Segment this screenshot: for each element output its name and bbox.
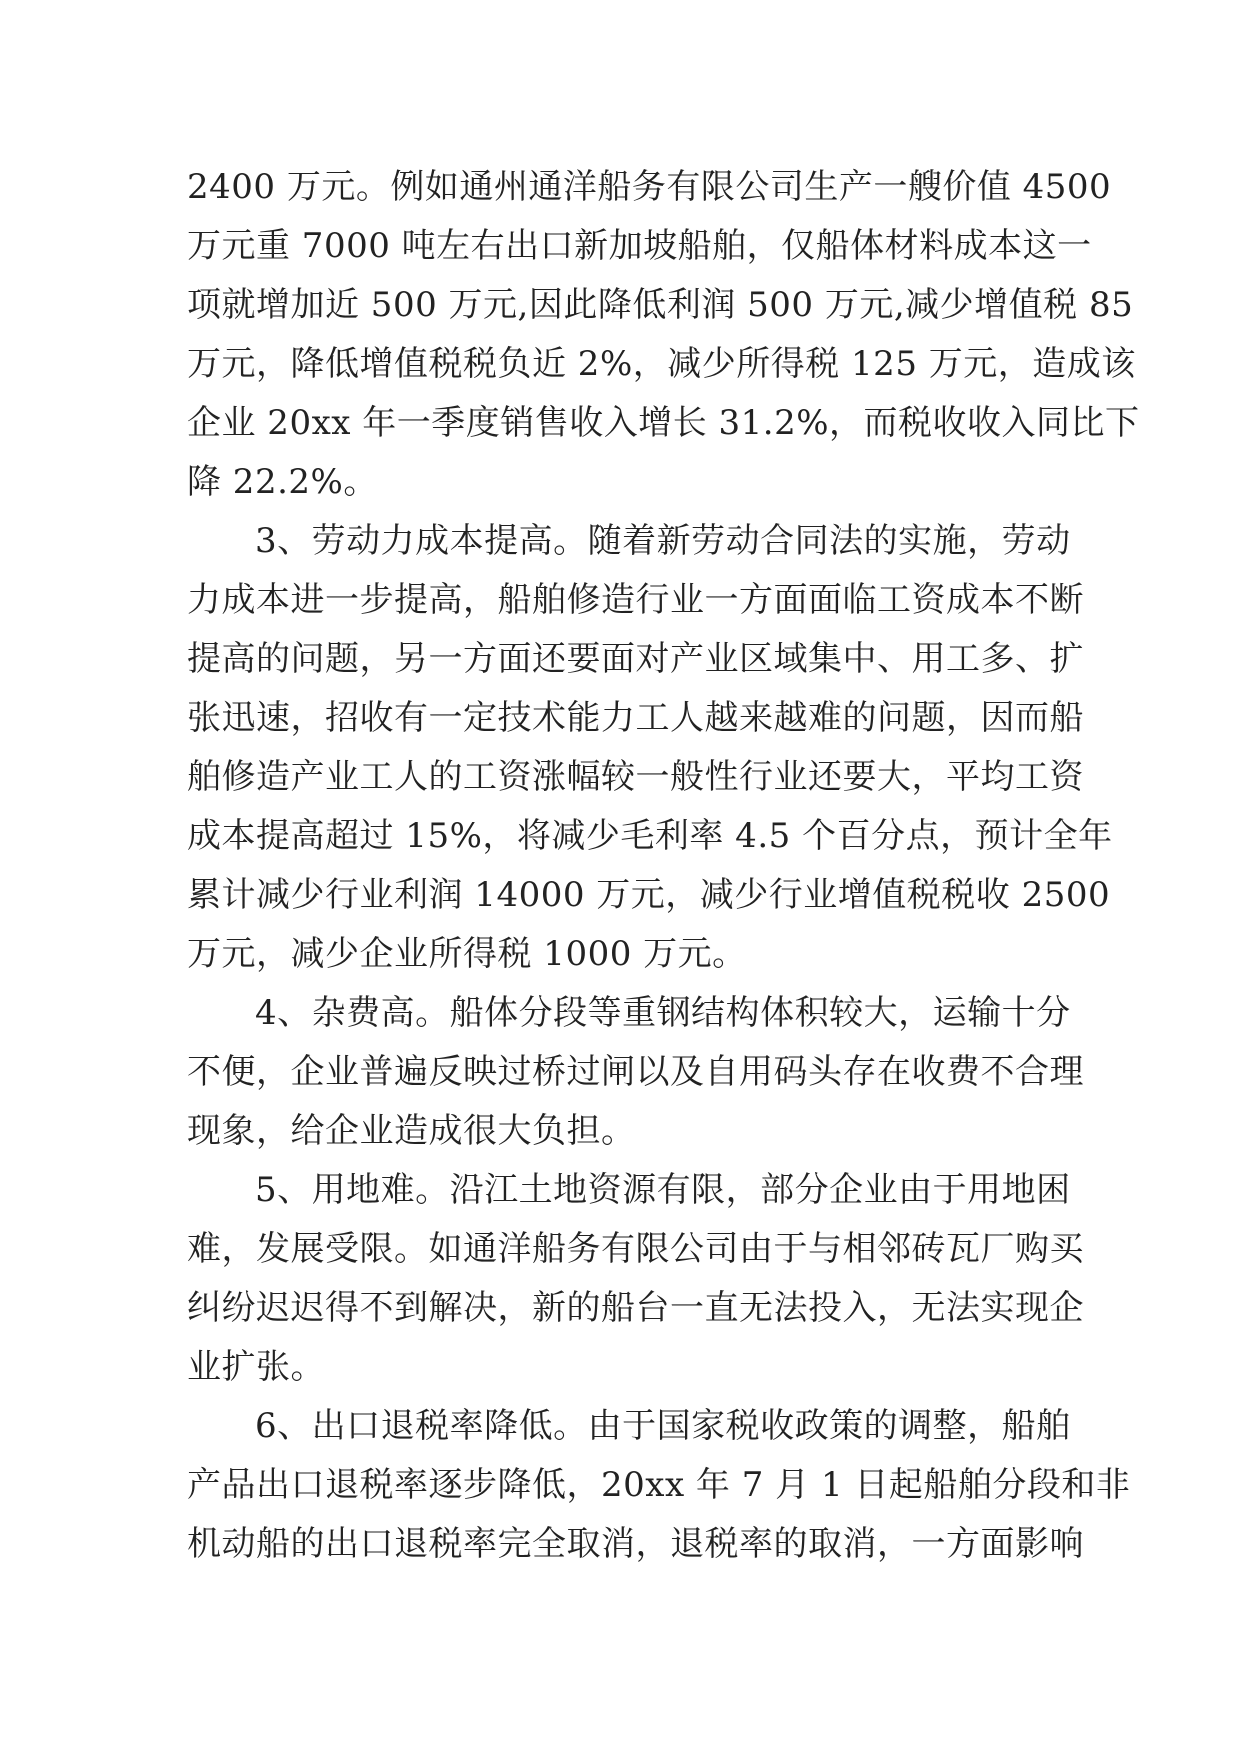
text-line: 现象，给企业造成很大负担。 <box>187 1111 636 1151</box>
paragraph-start-line: 4、杂费高。船体分段等重钢结构体积较大，运输十分 <box>255 993 1071 1033</box>
text-line: 累计减少行业利润 14000 万元，减少行业增值税税收 2500 <box>187 875 1111 915</box>
body-text <box>187 158 1140 1574</box>
text-line: 难，发展受限。如通洋船务有限公司由于与相邻砖瓦厂购买 <box>187 1229 1084 1269</box>
text-line: 2400 万元。例如通州通洋船务有限公司生产一艘价值 4500 <box>187 167 1112 207</box>
paragraph-start-line: 5、用地难。沿江土地资源有限，部分企业由于用地困 <box>255 1170 1071 1210</box>
text-line: 机动船的出口退税率完全取消，退税率的取消，一方面影响 <box>187 1524 1084 1564</box>
text-line: 不便，企业普遍反映过桥过闸以及自用码头存在收费不合理 <box>187 1052 1084 1092</box>
text-line: 舶修造产业工人的工资涨幅较一般性行业还要大，平均工资 <box>187 757 1084 797</box>
text-line: 万元，减少企业所得税 1000 万元。 <box>187 934 747 974</box>
paragraph-start-line: 3、劳动力成本提高。随着新劳动合同法的实施，劳动 <box>255 521 1071 561</box>
text-line: 纠纷迟迟得不到解决，新的船台一直无法投入，无法实现企 <box>187 1288 1084 1328</box>
text-line: 提高的问题，另一方面还要面对产业区域集中、用工多、扩 <box>187 639 1084 679</box>
text-line: 成本提高超过 15%，将减少毛利率 4.5 个百分点，预计全年 <box>187 816 1113 856</box>
paragraph-start-line: 6、出口退税率降低。由于国家税收政策的调整，船舶 <box>255 1406 1071 1446</box>
text-line: 业扩张。 <box>187 1347 325 1387</box>
text-line: 产品出口退税率逐步降低，20xx 年 7 月 1 日起船舶分段和非 <box>187 1465 1131 1505</box>
text-line: 企业 20xx 年一季度销售收入增长 31.2%，而税收收入同比下 <box>187 403 1140 443</box>
text-line: 万元重 7000 吨左右出口新加坡船舶，仅船体材料成本这一 <box>187 226 1092 266</box>
text-line: 万元，降低增值税税负近 2%，减少所得税 125 万元，造成该 <box>187 344 1136 384</box>
text-line: 降 22.2%。 <box>187 462 378 502</box>
text-line: 力成本进一步提高，船舶修造行业一方面面临工资成本不断 <box>187 580 1084 620</box>
text-line: 张迅速，招收有一定技术能力工人越来越难的问题，因而船 <box>187 698 1084 738</box>
text-line: 项就增加近 500 万元,因此降低利润 500 万元,减少增值税 85 <box>187 285 1134 325</box>
